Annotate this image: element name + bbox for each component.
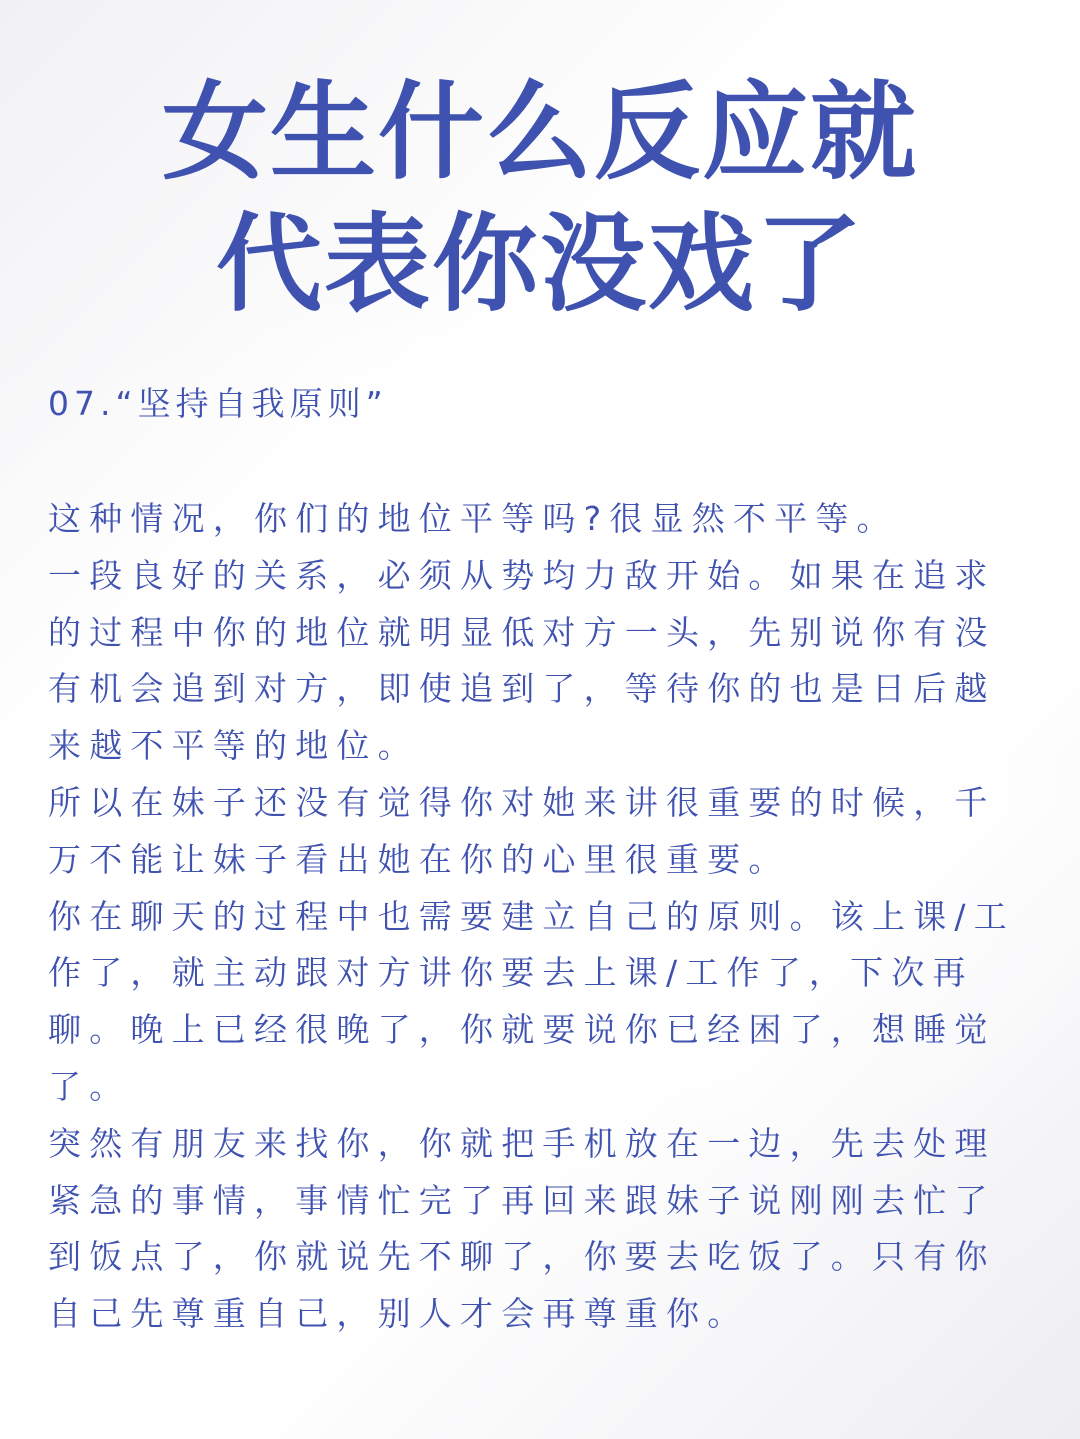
section-heading: 07.“坚持自我原则” [48,384,388,423]
text-line: 有机会追到对方，即使追到了，等待你的也是日后越 [48,669,996,709]
text-line: 来越不平等的地位。 [48,726,419,766]
body-text [48,491,1038,1343]
text-line: 自己先尊重自己，别人才会再尊重你。 [48,1294,749,1334]
text-line: 所以在妹子还没有觉得你对她来讲很重要的时候，千 [48,782,996,822]
text-line: 这种情况，你们的地位平等吗?很显然不平等。 [48,499,898,538]
text-line: 一段良好的关系，必须从势均力敌开始。如果在追求 [48,555,996,595]
text-line: 作了，就主动跟对方讲你要去上课/工作了，下次再 [48,953,974,993]
text-line: 了。 [48,1066,131,1106]
text-line: 紧急的事情，事情忙完了再回来跟妹子说刚刚去忙了 [48,1180,996,1220]
text-line: 突然有朋友来找你，你就把手机放在一边，先去处理 [48,1123,996,1163]
text-line: 的过程中你的地位就明显低对方一头，先别说你有没 [48,612,996,652]
text-line: 你在聊天的过程中也需要建立自己的原则。该上课/工 [48,896,1015,936]
title-line-2: 代表你没戏了 [216,203,864,326]
title-line-1: 女生什么反应就 [162,71,918,194]
text-line: 聊。晚上已经很晚了，你就要说你已经困了，想睡觉 [48,1010,996,1050]
text-line: 万不能让妹子看出她在你的心里很重要。 [48,839,790,879]
text-line: 到饭点了，你就说先不聊了，你要去吃饭了。只有你 [48,1237,996,1277]
